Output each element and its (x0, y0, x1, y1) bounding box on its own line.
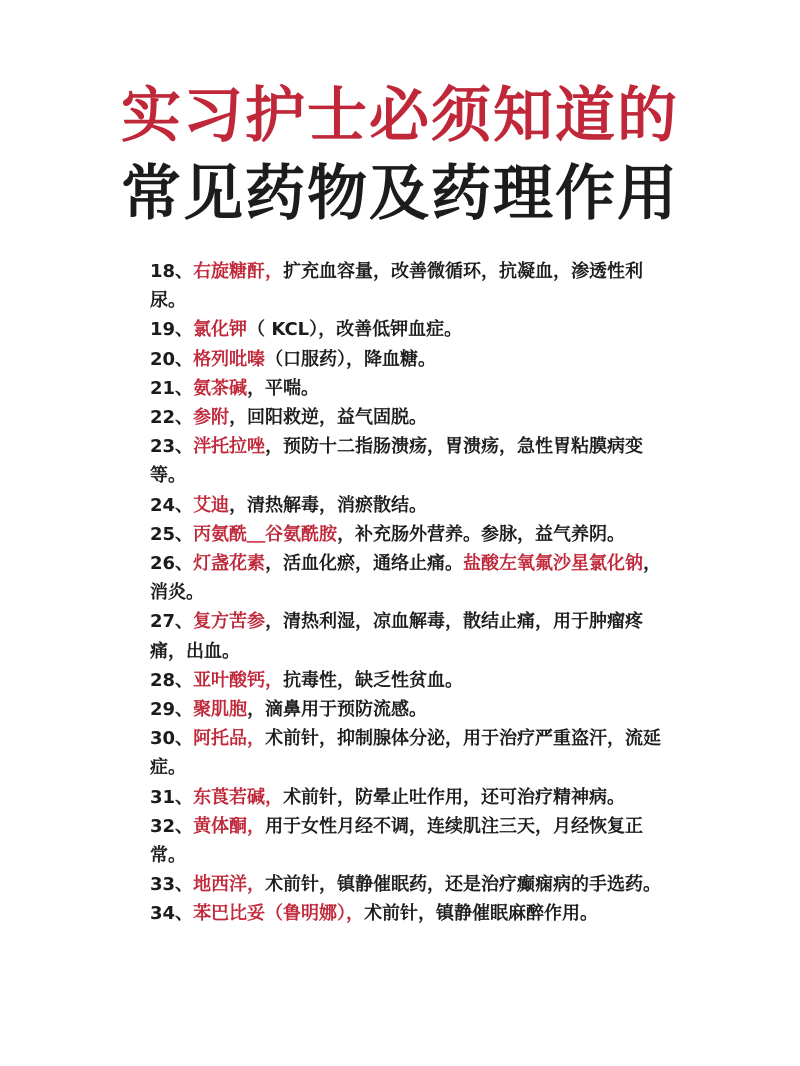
drug-name: 格列吡嗪 (193, 348, 266, 370)
drug-description: （ KCL），改善低钾血症。 (247, 319, 463, 341)
item-number: 32、 (150, 815, 194, 837)
list-item (150, 315, 670, 344)
drug-name-secondary: 盐酸左氧氟沙星氯化钠 (463, 553, 644, 575)
drug-description: ，滴鼻用于预防流感。 (247, 699, 428, 721)
drug-name: 氯化钾 (193, 319, 248, 341)
item-number: 31、 (150, 786, 194, 808)
drug-name: 亚叶酸钙， (193, 669, 284, 691)
drug-description: ，补充肠外营养。参脉，益气养阴。 (337, 523, 626, 545)
drug-name: 阿托品， (193, 728, 266, 750)
list-item (150, 432, 670, 490)
drug-description: ，清热利湿，凉血解毒，散结止痛，用于肿瘤疼痛，出血。 (150, 611, 644, 662)
drug-description: 术前针，镇静催眠药，还是治疗癫痫病的手选药。 (265, 874, 662, 896)
list-item (150, 491, 670, 520)
drug-description: 扩充血容量，改善微循环，抗凝血，渗透性利尿。 (150, 261, 644, 312)
drug-name: 地西洋， (193, 874, 266, 896)
title-line-2: 常见药物及药理作用 (121, 159, 679, 229)
drug-description: ，活血化瘀，通络止痛。 (265, 553, 464, 575)
drug-name: 复方苦参 (193, 611, 266, 633)
item-number: 29、 (150, 699, 194, 721)
drug-name: 聚肌胞 (193, 699, 248, 721)
drug-description: 术前针，抑制腺体分泌，用于治疗严重盗汗，流延症。 (150, 728, 662, 779)
item-number: 27、 (150, 611, 194, 633)
list-item (150, 724, 670, 782)
list-item (150, 666, 670, 695)
list-item (150, 345, 670, 374)
drug-description: 术前针，防晕止吐作用，还可治疗精神病。 (283, 786, 626, 808)
list-item (150, 812, 670, 870)
item-number: 26、 (150, 553, 194, 575)
drug-name: 丙氨酰＿谷氨酰胺 (193, 523, 338, 545)
item-number: 18、 (150, 261, 194, 282)
list-item (150, 520, 670, 549)
drug-description: （口服药），降血糖。 (265, 348, 437, 370)
item-number: 22、 (150, 407, 194, 429)
drug-description-secondary: ，消炎。 (150, 553, 662, 604)
drug-name: 艾迪 (193, 494, 230, 516)
drug-list (150, 257, 670, 929)
item-number: 30、 (150, 728, 194, 750)
item-number: 25、 (150, 523, 194, 545)
item-number: 33、 (150, 874, 194, 896)
drug-name: 黄体酮， (193, 815, 266, 837)
list-item (150, 257, 670, 315)
item-number: 23、 (150, 436, 194, 458)
item-number: 24、 (150, 494, 194, 516)
item-number: 20、 (150, 348, 194, 370)
list-item (150, 870, 670, 899)
drug-description: ，平喘。 (247, 377, 320, 399)
list-item (150, 403, 670, 432)
drug-description: ，预防十二指肠溃疡，胃溃疡，急性胃粘膜病变等。 (150, 436, 644, 487)
list-item (150, 783, 670, 812)
item-number: 28、 (150, 669, 194, 691)
drug-name: 东莨若碱， (193, 786, 284, 808)
list-item (150, 695, 670, 724)
drug-description: ，回阳救逆，益气固脱。 (229, 407, 428, 429)
drug-name: 灯盏花素 (193, 553, 266, 575)
list-item (150, 607, 670, 665)
item-number: 34、 (150, 903, 194, 925)
title-block (0, 80, 800, 230)
drug-name: 氨茶碱 (193, 377, 248, 399)
drug-description: 术前针，镇静催眠麻醉作用。 (364, 903, 599, 925)
drug-description: ，清热解毒，消瘀散结。 (229, 494, 428, 516)
drug-name: 参附 (193, 407, 230, 429)
drug-name: 苯巴比妥（鲁明娜）， (193, 903, 365, 925)
title-line-1: 实习护士必须知道的 (121, 81, 679, 151)
list-item (150, 899, 670, 928)
drug-description: 抗毒性，缺乏性贫血。 (283, 669, 464, 691)
item-number: 19、 (150, 319, 194, 341)
drug-description: 用于女性月经不调，连续肌注三天，月经恢复正常。 (150, 815, 644, 867)
item-number: 21、 (150, 377, 194, 399)
list-item (150, 374, 670, 403)
drug-name: 泮托拉唑 (193, 436, 266, 458)
list-item (150, 549, 670, 607)
drug-name: 右旋糖酐， (193, 261, 284, 282)
